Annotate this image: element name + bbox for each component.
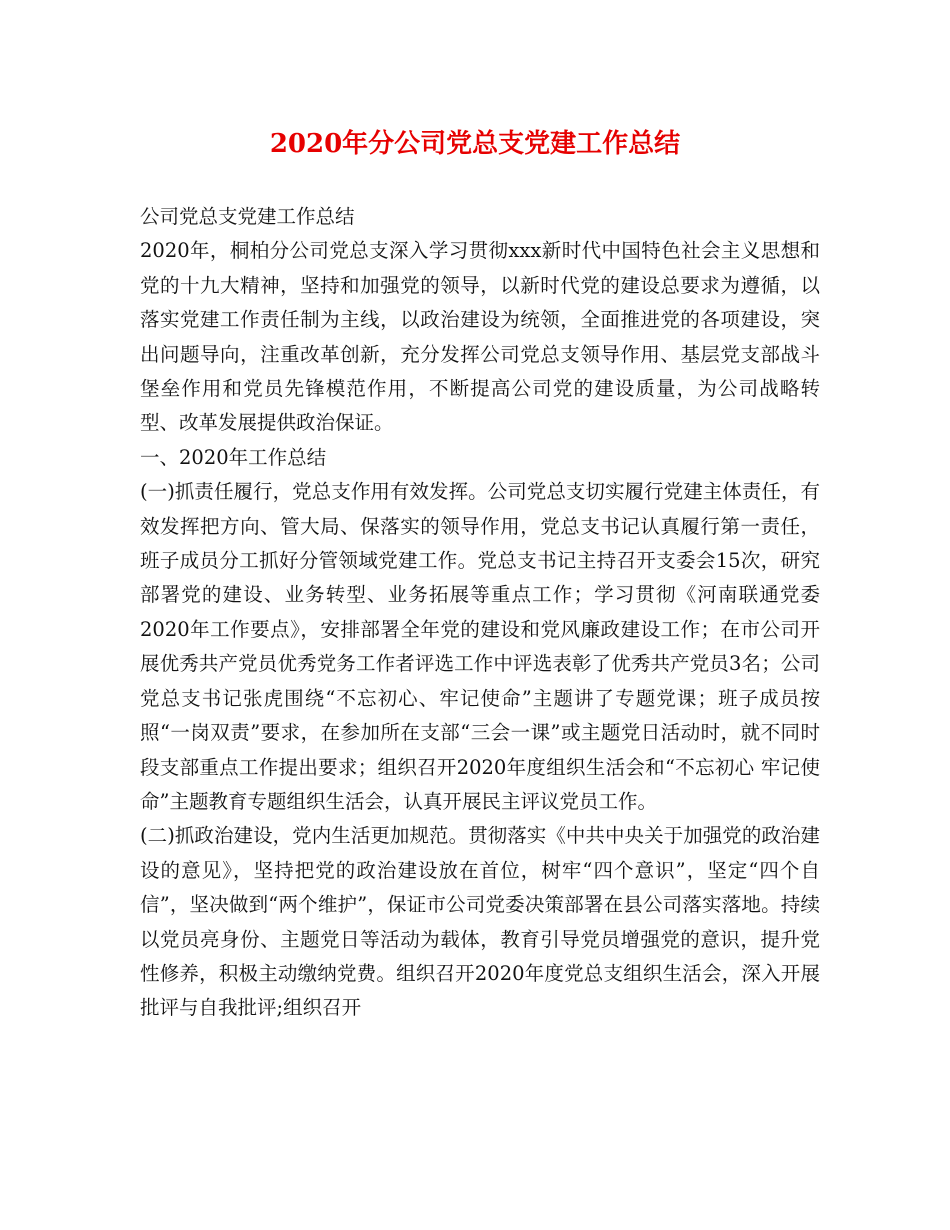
document-body	[140, 200, 820, 1026]
document-title: 2020年分公司党总支党建工作总结	[269, 129, 681, 159]
intro-paragraph: 2020年，桐柏分公司党总支深入学习贯彻xxx新时代中国特色社会主义思想和党的十九大精神，坚持和加强党的领导，以新时代党的建设总要求为遵循，以落实党建工作责任制为主线，以政治建设为统领，全面推进党的各项建设，突出问题导向，注重改革创新，充分发挥公司党总支领导作用、基层党支部战斗堡垒作用和党员先锋模范作用，不断提高公司党的建设质量，为公司战略转型、改革发展提供政治保证。	[140, 239, 820, 435]
body-paragraph: (一)抓责任履行，党总支作用有效发挥。公司党总支切实履行党建主体责任，有效发挥把方向、管大局、保落实的领导作用，党总支书记认真履行第一责任，班子成员分工抓好分管领域党建工作。党总支书记主持召开支委会15次，研究部署党的建设、业务转型、业务拓展等重点工作；学习贯彻《河南联通党委2020年工作要点》，安排部署全年党的建设和党风廉政建设工作；在市公司开展优秀共产党员优秀党务工作者评选工作中评选表彰了优秀共产党员3名；公司党总支书记张虎围绕“不忘初心、牢记使命”主题讲了专题党课；班子成员按照“一岗双责”要求，在参加所在支部“三会一课”或主题党日活动时，就不同时段支部重点工作提出要求；组织召开2020年度组织生活会和“不忘初心 牢记使命”主题教育专题组织生活会，认真开展民主评议党员工作。	[140, 480, 820, 813]
section-heading: 公司党总支党建工作总结	[140, 205, 355, 228]
body-paragraph: (二)抓政治建设，党内生活更加规范。贯彻落实《中共中央关于加强党的政治建设的意见》，坚持把党的政治建设放在首位，树牢“四个意识”，坚定“四个自信”，坚决做到“两个维护”，保证市公司党委决策部署在县公司落实落地。持续以党员亮身份、主题党日等活动为载体，教育引导党员增强党的意识，提升党性修养，积极主动缴纳党费。组织召开2020年度党总支组织生活会，深入开展批评与自我批评;组织召开	[140, 824, 820, 1020]
section-heading: 一、2020年工作总结	[140, 445, 327, 469]
